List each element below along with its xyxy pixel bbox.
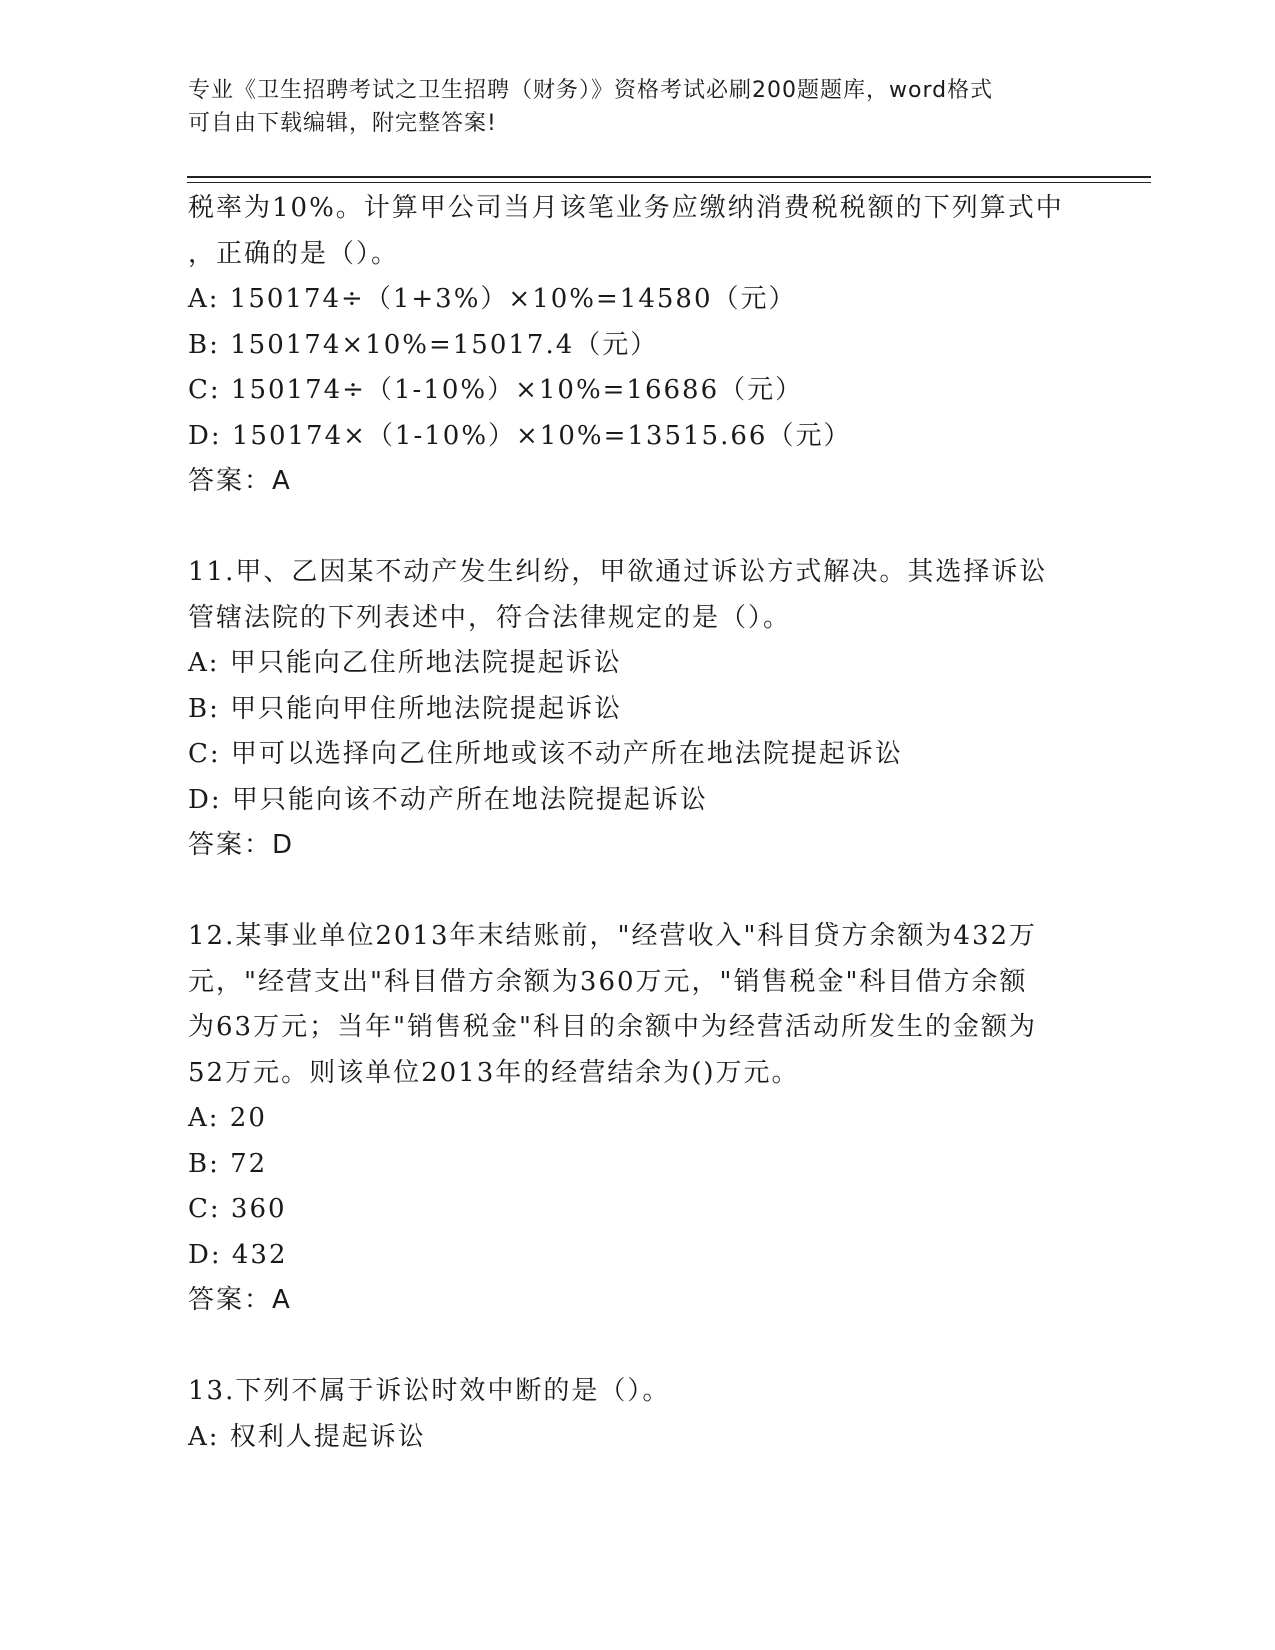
question-stem: 13.下列不属于诉讼时效中断的是（）。 <box>188 1376 671 1406</box>
question-12 <box>188 914 1088 1324</box>
option-c: C: 360 <box>188 1194 287 1224</box>
spacer <box>188 1324 1088 1370</box>
option-c: C: 150174÷（1-10%）×10%=16686（元） <box>188 375 804 405</box>
question-stem: 12.某事业单位2013年末结账前，"经营收入"科目贷方余额为432万 <box>188 921 1038 951</box>
option-a: A: 甲只能向乙住所地法院提起诉讼 <box>188 648 622 678</box>
question-10 <box>188 186 1088 505</box>
option-a: A: 权利人提起诉讼 <box>188 1421 426 1452</box>
header-divider-thin <box>187 182 1151 183</box>
question-stem: 管辖法院的下列表述中，符合法律规定的是（）。 <box>188 602 792 633</box>
option-d: D: 150174×（1-10%）×10%=13515.66（元） <box>188 420 852 451</box>
option-c: C: 甲可以选择向乙住所地或该不动产所在地法院提起诉讼 <box>188 739 903 769</box>
question-11 <box>188 550 1088 869</box>
header-divider-thick <box>187 176 1151 178</box>
answer: 答案：A <box>188 466 292 496</box>
option-b: B: 150174×10%=15017.4（元） <box>188 329 659 360</box>
document-header <box>188 74 1068 140</box>
option-b: B: 甲只能向甲住所地法院提起诉讼 <box>188 693 623 724</box>
option-a: A: 150174÷（1+3%）×10%=14580（元） <box>188 284 797 314</box>
header-line-1: 专业《卫生招聘考试之卫生招聘（财务）》资格考试必刷200题题库，word格式 <box>188 78 994 103</box>
question-stem: 为63万元；当年"销售税金"科目的余额中为经营活动所发生的金额为 <box>188 1012 1038 1042</box>
spacer <box>188 869 1088 915</box>
answer: 答案：D <box>188 830 295 860</box>
question-stem: 税率为10%。计算甲公司当月该笔业务应缴纳消费税税额的下列算式中 <box>188 193 1064 223</box>
question-stem: 52万元。则该单位2013年的经营结余为()万元。 <box>188 1057 800 1088</box>
option-a: A: 20 <box>188 1103 267 1133</box>
question-13 <box>188 1369 1088 1460</box>
question-stem: 元，"经营支出"科目借方余额为360万元，"销售税金"科目借方余额 <box>188 966 1028 997</box>
option-d: D: 甲只能向该不动产所在地法院提起诉讼 <box>188 784 708 815</box>
question-stem: 11.甲、乙因某不动产发生纠纷，甲欲通过诉讼方式解决。其选择诉讼 <box>188 557 1048 587</box>
header-line-2: 可自由下载编辑，附完整答案! <box>188 111 497 136</box>
option-b: B: 72 <box>188 1148 268 1179</box>
question-stem: ，正确的是（）。 <box>188 238 400 269</box>
spacer <box>188 505 1088 551</box>
option-d: D: 432 <box>188 1239 288 1270</box>
answer: 答案：A <box>188 1285 292 1315</box>
question-list <box>188 186 1088 1460</box>
